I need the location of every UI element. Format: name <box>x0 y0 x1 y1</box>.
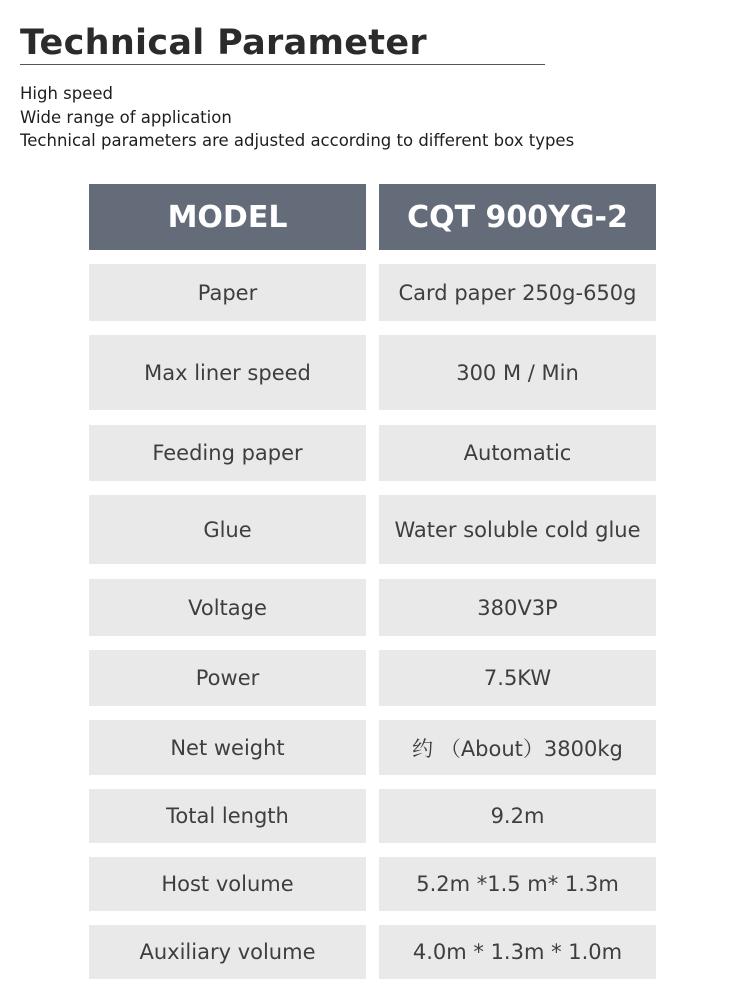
intro-line: Wide range of application <box>20 107 232 127</box>
table-row-value: 4.0m * 1.3m * 1.0m <box>379 925 656 979</box>
table-row-label: Feeding paper <box>89 425 366 481</box>
table-row-label: Net weight <box>89 720 366 775</box>
table-row-label: Power <box>89 650 366 706</box>
table-row-value: 5.2m *1.5 m* 1.3m <box>379 857 656 911</box>
table-row-value: Card paper 250g-650g <box>379 264 656 321</box>
table-row-value: 300 M / Min <box>379 335 656 410</box>
table-row-label: Auxiliary volume <box>89 925 366 979</box>
table-header-label: MODEL <box>89 184 366 250</box>
table-row-value: Water soluble cold glue <box>379 495 656 564</box>
table-row-value: 9.2m <box>379 789 656 843</box>
intro-line: High speed <box>20 84 114 103</box>
table-row-label: Glue <box>89 495 366 564</box>
table-row-label: Paper <box>89 264 366 321</box>
intro-line: Technical parameters are adjusted according to different box types <box>20 131 575 150</box>
table-row-value: 约 （About）3800kg <box>379 720 656 775</box>
intro-text <box>20 82 730 153</box>
table-row-value: Automatic <box>379 425 656 481</box>
table-row-label: Voltage <box>89 579 366 636</box>
table-row-label: Host volume <box>89 857 366 911</box>
table-row-label: Max liner speed <box>89 335 366 410</box>
table-row-value: 7.5KW <box>379 650 656 706</box>
table-row-value: 380V3P <box>379 579 656 636</box>
page-title: Technical Parameter <box>20 23 427 63</box>
title-underline <box>20 64 545 65</box>
table-row-label: Total length <box>89 789 366 843</box>
table-header-model: CQT 900YG-2 <box>379 184 656 250</box>
